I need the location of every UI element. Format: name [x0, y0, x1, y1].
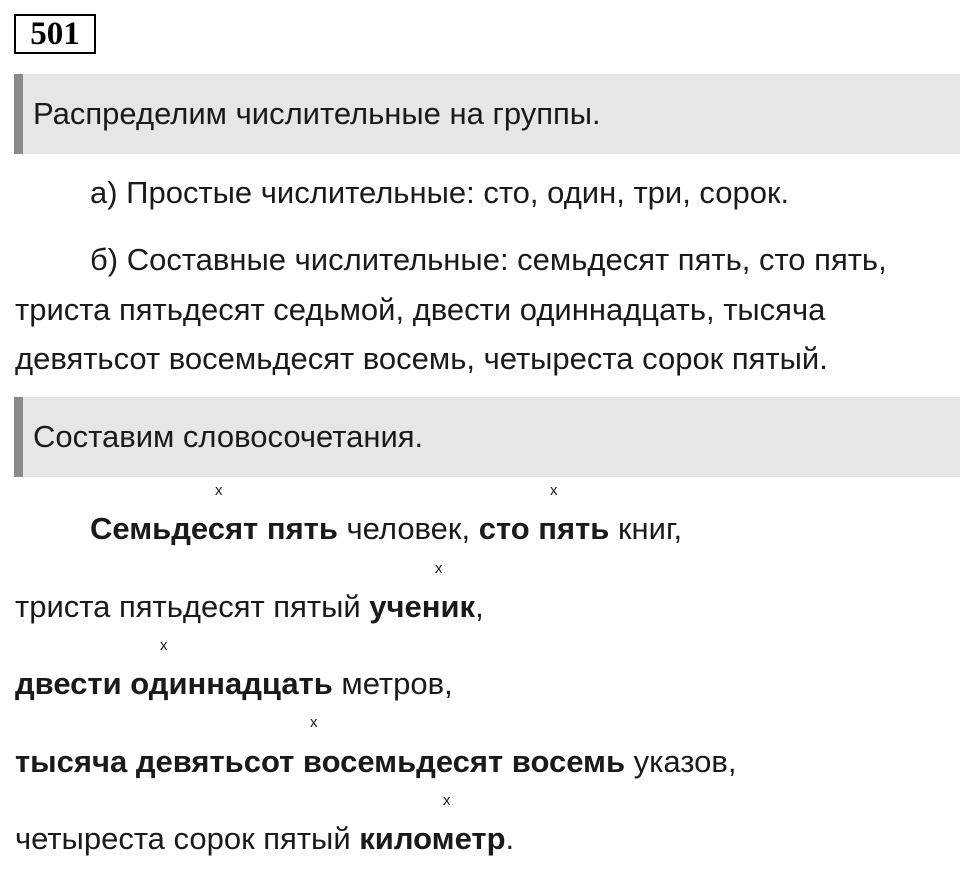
head-word: двести одиннадцать — [15, 666, 333, 701]
section-heading-phrases: Составим словосочетания. — [14, 397, 960, 477]
punctuation: . — [505, 821, 515, 856]
phrase-line-1 — [90, 511, 682, 547]
section-heading-groups: Распределим числительные на группы. — [14, 74, 960, 154]
numeral: Семьдесят пять — [90, 511, 338, 546]
head-word: тысяча девятьсот восемьдесят восемь — [15, 744, 626, 779]
simple-numerals-line: а) Простые числительные: сто, один, три, сорок. — [90, 175, 790, 210]
compound-numerals-line-2: триста пятьдесят седьмой, двести одиннадцать, тысяча — [15, 292, 826, 327]
noun: человек, — [337, 511, 479, 546]
phrase-line-3 — [15, 666, 453, 702]
dependent-word: метров, — [332, 666, 453, 701]
phrase-line-5 — [15, 821, 514, 857]
phrase-line-4 — [15, 744, 736, 780]
head-word-marker: x — [435, 560, 443, 577]
head-word-marker: x — [160, 637, 168, 654]
compound-numerals-line-1: б) Составные числительные: семьдесят пять, сто пять, — [90, 242, 887, 277]
head-word-marker: x — [550, 482, 558, 499]
dependent-word: указов, — [625, 744, 737, 779]
head-word: километр — [359, 821, 506, 856]
head-word-marker: x — [215, 482, 223, 499]
phrase-line-2 — [15, 589, 484, 625]
task-number: 501 — [14, 14, 96, 54]
head-word-marker: x — [443, 792, 451, 809]
head-word: ученик — [369, 589, 476, 624]
compound-numerals-line-3: девятьсот восемьдесят восемь, четыреста сорок пятый. — [15, 341, 828, 376]
punctuation: , — [475, 589, 484, 624]
head-word-marker: x — [310, 714, 318, 731]
dependent-word: четыреста сорок пятый — [15, 821, 360, 856]
numeral: сто пять — [478, 511, 610, 546]
noun: книг, — [609, 511, 683, 546]
dependent-word: триста пятьдесят пятый — [15, 589, 370, 624]
